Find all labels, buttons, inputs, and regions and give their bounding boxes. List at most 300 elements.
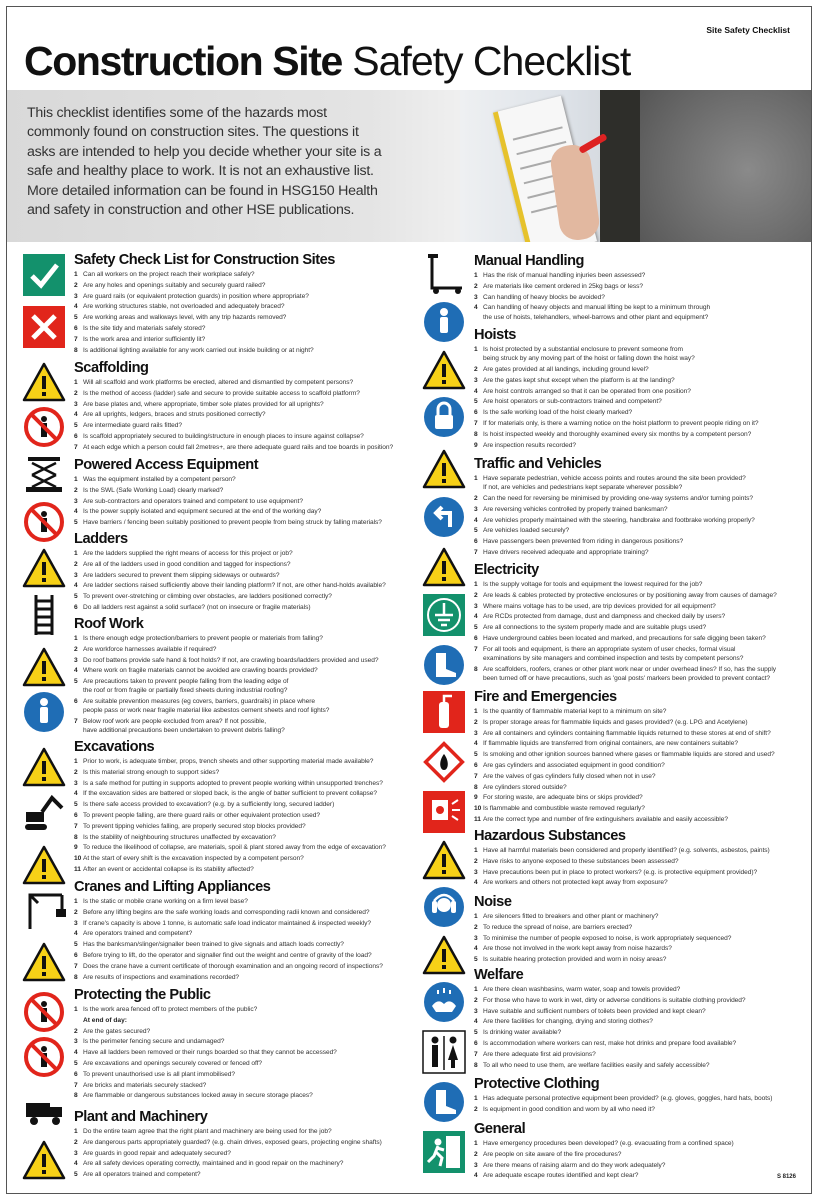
checklist-item — [474, 282, 812, 291]
item-text: Have separate pedestrian, vehicle access points and routes around the site been provided? If not, are vehicles and pedestrians kept separate wherever possible? — [483, 475, 746, 492]
item-text: Are all operators trained and competent? — [83, 1171, 201, 1179]
item-text: Are the gates kept shut except when the platform is at the landing? — [483, 376, 675, 384]
item-text: To minimise the number of people exposed to noise, is work appropriately sequenced? — [483, 934, 732, 942]
title-bold: Construction Site — [24, 38, 342, 84]
item-text: Are dangerous parts appropriately guarded? (e.g. chain drives, exposed gears, projecting engine shafts) — [83, 1138, 382, 1146]
checklist-item — [74, 507, 414, 516]
checklist-item — [74, 929, 414, 938]
checklist-item — [474, 793, 812, 802]
checklist-item — [474, 1017, 812, 1026]
section-heading: Manual Handling — [474, 253, 585, 269]
item-number: 11 — [474, 815, 481, 823]
crane-icon — [21, 889, 66, 933]
item-number: 5 — [74, 678, 78, 686]
checklist-item — [74, 292, 414, 301]
item-number: 4 — [74, 1049, 78, 1057]
item-number: 2 — [474, 718, 478, 726]
item-text: At the start of every shift is the excavation inspected by a competent person? — [83, 855, 304, 863]
item-text: Are adequate escape routes identified and kept clear? — [483, 1172, 639, 1180]
checklist-item — [74, 973, 414, 982]
item-number: 8 — [474, 783, 478, 791]
item-number: 8 — [74, 346, 78, 354]
checklist-item — [74, 697, 414, 715]
checklist-item — [474, 1007, 812, 1016]
checklist-item — [474, 612, 812, 621]
item-number: 5 — [474, 751, 478, 759]
item-number: 2 — [74, 281, 78, 289]
item-text: To reduce the likelihood of collapse, are materials, spoil & plant stored away from the edge of excavation? — [83, 844, 386, 852]
section-heading: Hoists — [474, 327, 516, 343]
warning-traffic-icon — [421, 447, 466, 491]
checklist-item — [74, 634, 414, 643]
item-number: 2 — [74, 908, 78, 916]
item-text: Are suitable prevention measures (eg covers, barriers, guardrails) in place where people pass or work near fragile material like asbestos cement sheets and roof lights? — [83, 698, 330, 715]
checklist-item — [474, 1061, 812, 1070]
item-text: For storing waste, are adequate bins or skips provided? — [483, 794, 643, 802]
item-number: 5 — [474, 398, 478, 406]
item-text: Are reversing vehicles controlled by properly trained banksman? — [483, 505, 668, 513]
checklist-item — [74, 346, 414, 355]
item-text: Is the site tidy and materials safely stored? — [83, 324, 206, 332]
item-text: Are the ladders supplied the right means of access for this project or job? — [83, 550, 293, 557]
no-children-icon — [21, 990, 66, 1034]
item-number: 5 — [74, 941, 78, 949]
section-electricity — [474, 562, 812, 685]
checklist-item — [74, 940, 414, 949]
checklist-item — [474, 602, 812, 611]
section-fire-and-emergencies — [474, 689, 812, 826]
checklist-item — [74, 811, 414, 820]
item-number: 2 — [74, 389, 78, 397]
item-text: Are all safety devices operating correctly, maintained and in good repair on the machinery? — [83, 1160, 344, 1168]
checklist-item — [474, 718, 812, 727]
item-text: Have suitable and sufficient numbers of toilets been provided and kept clean? — [483, 1007, 706, 1015]
item-number: 6 — [74, 951, 78, 959]
checklist-item — [474, 365, 812, 374]
section-heading: Ladders — [74, 531, 128, 547]
section-welfare — [474, 967, 812, 1071]
checklist-item — [74, 270, 414, 279]
cross-icon — [21, 305, 66, 349]
item-text: To reduce the spread of noise, are barriers erected? — [483, 923, 633, 931]
checklist-item — [74, 951, 414, 960]
top-label: Site Safety Checklist — [706, 25, 790, 35]
warning-crane-load-icon — [21, 940, 66, 984]
checklist-item — [474, 761, 812, 770]
checklist-item — [474, 857, 812, 866]
checklist-item — [474, 408, 812, 417]
section-heading: Electricity — [474, 562, 539, 578]
checklist-item — [74, 1138, 414, 1147]
item-text: Are working areas and walkways level, with any trip hazards removed? — [83, 314, 287, 322]
item-text: Are working structures stable, not overloaded and adequately braced? — [83, 303, 285, 311]
safety-boots-icon — [421, 1080, 466, 1124]
item-number: 2 — [474, 857, 478, 865]
section-heading: Welfare — [474, 967, 524, 983]
item-number: 2 — [74, 768, 78, 776]
item-number: 3 — [474, 376, 478, 384]
item-number: 6 — [474, 634, 478, 642]
checklist-item — [474, 580, 812, 589]
item-text: Below roof work are people excluded from area? If not possible, have additional precautions been undertaken to prevent debris falling? — [83, 718, 285, 735]
item-text: Before trying to lift, do the operator and signaller find out the weight and centre of gravity of the load? — [83, 951, 372, 959]
checklist-item — [74, 656, 414, 665]
checklist-item — [74, 1059, 414, 1068]
checklist-item — [74, 1037, 414, 1046]
section-powered-access-equipment — [74, 457, 414, 529]
item-text: Are bricks and materials securely stacked? — [83, 1081, 207, 1089]
item-text: Are workers and others not protected kept away from exposure? — [483, 879, 668, 887]
section-hoists — [474, 327, 812, 451]
checklist-item — [74, 1127, 414, 1136]
lifting-mandatory-icon — [421, 300, 466, 344]
checklist-item — [474, 441, 812, 450]
checklist-item — [474, 345, 812, 363]
item-number: 7 — [74, 335, 78, 343]
item-number: 6 — [474, 538, 478, 546]
ladder-icon — [21, 593, 66, 637]
checklist-item — [74, 1091, 414, 1100]
item-number: 6 — [474, 761, 478, 769]
item-text: Are all of the ladders used in good condition and tagged for inspections? — [83, 560, 291, 568]
checklist-item — [474, 376, 812, 385]
warning-forklift-icon — [21, 1138, 66, 1182]
checklist-item — [474, 1094, 812, 1103]
checklist-item — [474, 878, 812, 887]
item-number: 5 — [74, 314, 78, 322]
section-subheading: At end of day: — [83, 1016, 127, 1024]
item-number: 9 — [474, 794, 478, 802]
item-number: 7 — [74, 443, 78, 451]
item-text: Is smoking and other ignition sources banned where gases or flammable liquids are stored and used? — [483, 751, 775, 759]
warning-electricity-icon — [421, 545, 466, 589]
checklist-item — [74, 389, 414, 398]
product-code: S 8126 — [776, 1174, 796, 1180]
item-text: Is the power supply isolated and equipment secured at the end of the working day? — [83, 508, 322, 516]
item-text: Are hoist controls arranged so that it can be operated from one position? — [483, 387, 691, 395]
checklist-item — [474, 944, 812, 953]
item-text: If the excavation sides are battered or sloped back, is the angle of batter sufficient to prevent collapse? — [83, 790, 377, 798]
section-heading: Protective Clothing — [474, 1076, 600, 1092]
item-number: 8 — [74, 1092, 78, 1100]
no-ladder-icon — [21, 500, 66, 544]
item-number: 8 — [74, 833, 78, 841]
checklist-item — [474, 985, 812, 994]
item-text: To prevent people falling, are there guard rails or other equivalent protection used? — [83, 811, 320, 819]
item-text: If for materials only, is there a warning notice on the hoist platform to prevent people riding on it? — [483, 419, 759, 427]
item-text: Is drinking water available? — [483, 1029, 562, 1037]
item-text: Are ladder sections raised sufficiently above their landing platform? If not, are other hand-holds available? — [83, 582, 386, 590]
checklist-item — [474, 293, 812, 302]
item-number: 1 — [474, 346, 478, 353]
item-number: 1 — [74, 1128, 78, 1135]
section-ladders — [74, 531, 414, 614]
item-number: 7 — [474, 645, 478, 653]
item-text: Do all ladders rest against a solid surface? (not on insecure or fragile materials) — [83, 603, 311, 611]
item-number: 8 — [474, 665, 478, 673]
section-heading: Cranes and Lifting Appliances — [74, 879, 271, 895]
item-text: Are all connections to the system properly made and are suitable plugs used? — [483, 624, 707, 632]
item-number: 2 — [74, 560, 78, 568]
item-text: Does the crane have a current certificate of thorough examination and an ongoing record of inspections? — [83, 962, 383, 970]
item-text: Can all workers on the project reach their workplace safely? — [83, 271, 255, 278]
item-number: 1 — [474, 272, 478, 279]
item-text: Are workforce harnesses available if required? — [83, 645, 217, 653]
item-text: Are precautions taken to prevent people falling from the leading edge of the roof or from fragile or partially fixed sheets during industrial roofing? — [83, 678, 289, 695]
item-text: Have precautions been put in place to protect workers? (e.g. is protective equipment provided)? — [483, 868, 758, 876]
item-text: Are the correct type and number of fire extinguishers available and easily accessible? — [483, 815, 728, 823]
item-text: Are materials like cement ordered in 25kg bags or less? — [483, 282, 643, 290]
item-number: 5 — [74, 422, 78, 430]
checklist-item — [74, 833, 414, 842]
item-text: Are inspection results recorded? — [483, 441, 576, 449]
item-text: Have all harmful materials been considered and properly identified? (e.g. solvents, asbestos, paints) — [483, 847, 770, 854]
item-number: 6 — [74, 432, 78, 440]
item-text: Are the valves of gas cylinders fully closed when not in use? — [483, 772, 656, 780]
item-number: 6 — [74, 698, 78, 706]
item-number: 5 — [74, 593, 78, 601]
item-text: Is the work area and interior sufficiently lit? — [83, 335, 206, 343]
truck-icon — [21, 1085, 66, 1129]
section-general — [474, 1121, 812, 1182]
item-text: Are any holes and openings suitably and securely guard railed? — [83, 281, 266, 289]
checklist-item — [474, 665, 812, 683]
item-text: Is equipment in good condition and worn by all who need it? — [483, 1105, 655, 1113]
item-number: 4 — [74, 667, 78, 675]
no-pedestrians-icon — [21, 1035, 66, 1079]
section-traffic-and-vehicles — [474, 456, 812, 559]
item-number: 6 — [74, 811, 78, 819]
item-text: Is the safe working load of the hoist clearly marked? — [483, 409, 633, 417]
item-text: Where mains voltage has to be used, are trip devices provided for all equipment? — [483, 602, 716, 610]
warning-overhead-icon — [21, 843, 66, 887]
checklist-item — [474, 537, 812, 546]
checklist-item — [74, 1159, 414, 1168]
item-text: Are all uprights, ledgers, braces and struts positioned correctly? — [83, 411, 266, 419]
item-number: 10 — [74, 855, 82, 863]
item-text: Are results of inspections and examinations recorded? — [83, 973, 240, 981]
exit-icon — [421, 1130, 466, 1174]
item-text: Is the static or mobile crane working on a firm level base? — [83, 898, 248, 905]
item-number: 3 — [474, 293, 478, 301]
item-number: 1 — [74, 379, 78, 386]
checklist-item — [474, 912, 812, 921]
item-text: Are those not involved in the work kept away from noise hazards? — [483, 945, 672, 953]
item-number: 4 — [74, 411, 78, 419]
intro-text: This checklist identifies some of the hazards most commonly found on construction sites. The questions it asks are intended to help you decide whether your site is a safe and healthy place to work. It is not an exhaustive list. More detailed information can be found in HSG150 Health and safety in construction and other HSE publications. — [27, 105, 382, 219]
checklist-item — [74, 1005, 414, 1014]
checklist-item — [74, 497, 414, 506]
item-number: 9 — [74, 844, 78, 852]
item-number: 1 — [474, 1140, 478, 1147]
checklist-item — [74, 432, 414, 441]
checklist-item — [74, 475, 414, 484]
item-number: 4 — [74, 930, 78, 938]
checklist-item — [474, 645, 812, 663]
item-text: Have emergency procedures been developed? (e.g. evacuating from a confined space) — [483, 1140, 734, 1147]
checklist-item — [474, 397, 812, 406]
item-number: 2 — [474, 591, 478, 599]
item-text: Is the SWL (Safe Working Load) clearly marked? — [83, 486, 224, 494]
item-number: 2 — [74, 1138, 78, 1146]
item-text: To all who need to use them, are welfare facilities easily and safely accessible? — [483, 1061, 710, 1069]
item-text: Was the equipment installed by a competent person? — [83, 476, 236, 483]
item-number: 3 — [474, 868, 478, 876]
item-number: 4 — [474, 1018, 478, 1026]
item-text: Are ladders secured to prevent them slipping sideways or outwards? — [83, 571, 280, 579]
item-number: 2 — [74, 645, 78, 653]
checklist-item — [474, 1028, 812, 1037]
item-text: Is suitable hearing protection provided and worn in noisy areas? — [483, 956, 667, 964]
section-protective-clothing — [474, 1076, 812, 1116]
item-text: Are there adequate first aid provisions? — [483, 1050, 596, 1058]
item-text: Are intermediate guard rails fitted? — [83, 422, 182, 430]
item-text: Are guard rails (or equivalent protection guards) in position where appropriate? — [83, 292, 309, 300]
warning-fall-icon — [21, 645, 66, 689]
item-number: 1 — [74, 1006, 78, 1013]
item-number: 3 — [474, 934, 478, 942]
section-plant-and-machinery — [74, 1109, 414, 1181]
checklist-item — [74, 908, 414, 917]
item-text: Is a safe method for putting in supports adopted to prevent people working within unsupported trenches? — [83, 779, 383, 787]
item-number: 6 — [74, 1070, 78, 1078]
checklist-item — [474, 729, 812, 738]
section-noise — [474, 894, 812, 966]
item-text: Can handling of heavy objects and manual lifting be kept to a minimum through the use of hoists, telehandlers, wheel-barrows and other plant and equipment? — [483, 304, 711, 321]
scissor-lift-icon — [21, 453, 66, 497]
flammable-icon — [421, 740, 466, 784]
item-text: Is the work area fenced off to protect members of the public? — [83, 1006, 258, 1013]
warning-ladder-icon — [21, 546, 66, 590]
item-number: 4 — [474, 740, 478, 748]
checklist-item — [474, 494, 812, 503]
item-number: 1 — [474, 913, 478, 920]
checklist-item — [474, 1050, 812, 1059]
item-number: 3 — [474, 505, 478, 513]
checklist-item — [474, 419, 812, 428]
item-text: Has the banksman/slinger/signaller been trained to give signals and attach loads correctly? — [83, 941, 344, 949]
checklist-item — [74, 677, 414, 695]
item-text: To prevent tipping vehicles falling, are properly secured stop blocks provided? — [83, 822, 306, 830]
fire-extinguisher-icon — [421, 690, 466, 734]
item-number: 2 — [74, 1027, 78, 1035]
item-text: Are people on site aware of the fire procedures? — [483, 1150, 622, 1158]
item-text: Are there facilities for changing, drying and storing clothes? — [483, 1018, 653, 1026]
checklist-item — [74, 400, 414, 409]
item-number: 4 — [74, 508, 78, 516]
checklist-item — [474, 1161, 812, 1170]
item-text: Are leads & cables protected by protective enclosures or by positioning away from causes of damage? — [483, 591, 777, 599]
checklist-item — [474, 505, 812, 514]
item-text: Do roof battens provide safe hand & foot holds? If not, are crawling boards/ladders provided and used? — [83, 656, 379, 664]
item-number: 6 — [74, 324, 78, 332]
item-text: Are there means of raising alarm and do they work adequately? — [483, 1161, 666, 1169]
section-manual-handling — [474, 253, 812, 323]
item-number: 4 — [474, 945, 478, 953]
item-number: 1 — [74, 898, 78, 905]
checklist-item — [74, 486, 414, 495]
item-text: Are scaffolders, roofers, cranes or other plant work near or under overhead lines? If so, has the supply been turned off or have precautions, such as 'goal posts' markers been provided to prevent contact? — [483, 665, 777, 682]
item-number: 4 — [74, 1160, 78, 1168]
section-roof-work — [74, 616, 414, 737]
item-number: 2 — [474, 923, 478, 931]
section-heading: Safety Check List for Construction Sites — [74, 252, 335, 268]
item-number: 1 — [474, 847, 478, 854]
item-number: 7 — [74, 822, 78, 830]
ear-protection-icon — [421, 885, 466, 929]
checklist-item — [474, 934, 812, 943]
item-number: 4 — [474, 516, 478, 524]
warning-chemical-icon — [421, 838, 466, 882]
checklist-item — [474, 955, 812, 964]
item-text: Are there clean washbasins, warm water, soap and towels provided? — [483, 986, 681, 993]
section-protecting-the-public — [74, 987, 414, 1102]
item-text: To prevent over-stretching or climbing over obstacles, are ladders positioned correctly? — [83, 593, 332, 601]
item-text: To prevent unauthorised use is all plant immobilised? — [83, 1070, 236, 1078]
item-number: 4 — [474, 1172, 478, 1180]
checklist-item — [74, 1048, 414, 1057]
section-safety-check-list-for-construction-sites — [74, 252, 414, 356]
item-text: Are excavations and openings securely covered or fenced off? — [83, 1059, 263, 1067]
checklist-item — [74, 800, 414, 809]
warning-noise-icon — [421, 933, 466, 977]
checklist-item — [474, 783, 812, 792]
item-number: 4 — [474, 304, 478, 312]
checklist-item — [74, 768, 414, 777]
warning-hoist-load-icon — [421, 348, 466, 392]
checklist-item — [474, 1039, 812, 1048]
item-number: 9 — [474, 441, 478, 449]
item-number: 2 — [474, 1150, 478, 1158]
item-number: 3 — [74, 400, 78, 408]
item-number: 5 — [474, 956, 478, 964]
item-text: Are operators trained and competent? — [83, 930, 193, 938]
item-number: 1 — [474, 986, 478, 993]
checklist-item — [74, 571, 414, 580]
item-number: 4 — [74, 790, 78, 798]
checklist-item — [74, 717, 414, 735]
item-number: 1 — [474, 475, 478, 482]
checklist-item — [474, 1139, 812, 1148]
section-heading: Scaffolding — [74, 360, 149, 376]
checklist-item — [74, 919, 414, 928]
item-number: 4 — [474, 387, 478, 395]
item-number: 10 — [474, 805, 482, 813]
item-text: Is this material strong enough to support sides? — [83, 768, 220, 776]
item-number: 7 — [474, 1050, 478, 1058]
section-heading: Fire and Emergencies — [474, 689, 617, 705]
section-heading: Powered Access Equipment — [74, 457, 259, 473]
section-heading: Excavations — [74, 739, 155, 755]
item-text: At each edge which a person could fall 2metres+, are there adequate guard rails and toe boards in position? — [83, 443, 394, 451]
item-text: Can handling of heavy blocks be avoided? — [483, 293, 605, 301]
section-hazardous-substances — [474, 828, 812, 889]
checklist-item — [74, 854, 414, 863]
checklist-item — [74, 603, 414, 612]
checklist-item — [474, 846, 812, 855]
checklist-item — [74, 779, 414, 788]
checklist-item — [74, 581, 414, 590]
item-text: Is the quantity of flammable material kept to a minimum on site? — [483, 708, 667, 715]
item-number: 2 — [474, 282, 478, 290]
checklist-item — [474, 623, 812, 632]
checklist-item — [474, 430, 812, 439]
checklist-item — [74, 549, 414, 558]
checklist-item — [74, 757, 414, 766]
item-number: 7 — [474, 419, 478, 427]
checklist-item — [474, 707, 812, 716]
clipboard-photo — [460, 90, 811, 242]
